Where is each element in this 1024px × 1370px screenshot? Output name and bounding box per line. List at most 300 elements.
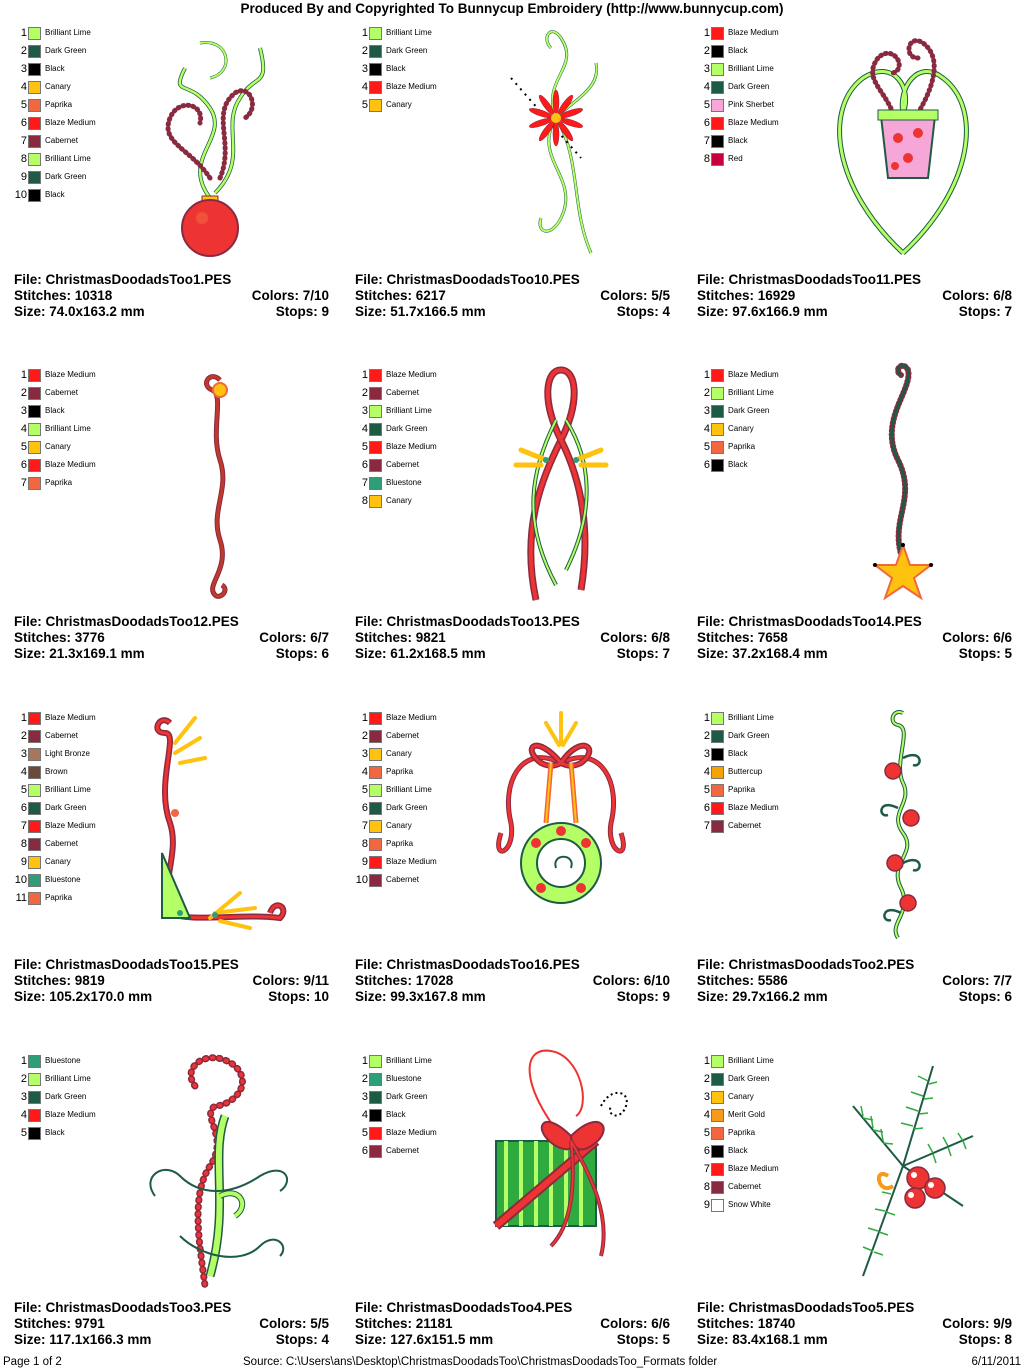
palette-entry-name: Dark Green <box>386 1092 428 1101</box>
palette-entry <box>10 727 96 745</box>
stitches-line <box>355 288 670 304</box>
palette-entry-name: Dark Green <box>728 1074 770 1083</box>
palette-entry-number: 3 <box>20 748 27 760</box>
color-palette <box>351 24 437 114</box>
file-line <box>355 1300 670 1316</box>
color-swatch <box>28 63 41 76</box>
palette-entry-name: Dark Green <box>728 82 770 91</box>
color-swatch <box>369 369 382 382</box>
palette-entry-name: Dark Green <box>386 803 428 812</box>
palette-entry <box>351 835 437 853</box>
palette-entry-number: 6 <box>20 117 27 129</box>
size-line <box>697 1332 1012 1348</box>
stitches-value: 6217 <box>415 288 446 303</box>
design-card <box>0 14 341 357</box>
color-swatch <box>711 784 724 797</box>
palette-entry-name: Blaze Medium <box>728 118 779 127</box>
color-swatch <box>369 45 382 58</box>
size-line <box>14 646 329 662</box>
design-card <box>341 699 682 1042</box>
palette-entry-number: 9 <box>703 1199 710 1211</box>
stops-value: 7 <box>662 646 670 661</box>
color-swatch <box>711 45 724 58</box>
color-swatch <box>28 712 41 725</box>
palette-entry <box>693 1160 779 1178</box>
color-swatch <box>369 712 382 725</box>
palette-entry <box>351 799 437 817</box>
palette-entry <box>351 492 437 510</box>
palette-entry-number: 3 <box>20 405 27 417</box>
palette-entry-name: Cabernet <box>386 388 419 397</box>
size-value: 105.2x170.0 mm <box>49 989 153 1004</box>
palette-entry-number: 2 <box>703 730 710 742</box>
color-swatch <box>711 81 724 94</box>
file-name: ChristmasDoodadsToo4.PES <box>386 1300 573 1315</box>
colors-value: 6/7 <box>310 630 329 645</box>
palette-entry-number: 5 <box>20 441 27 453</box>
palette-entry-number: 5 <box>703 99 710 111</box>
stitches-line <box>697 288 1012 304</box>
page-footer <box>0 1354 1024 1370</box>
palette-entry-number: 5 <box>361 441 368 453</box>
palette-entry-name: Pink Sherbet <box>728 100 774 109</box>
palette-entry <box>693 1070 779 1088</box>
palette-entry-name: Brilliant Lime <box>386 28 432 37</box>
stitches-line <box>14 630 329 646</box>
color-swatch <box>711 802 724 815</box>
stitches-label: Stitches: <box>697 288 758 303</box>
palette-entry <box>351 456 437 474</box>
palette-entry-number: 4 <box>361 423 368 435</box>
palette-entry-name: Brilliant Lime <box>45 785 91 794</box>
palette-entry <box>10 1070 96 1088</box>
palette-entry <box>351 853 437 871</box>
palette-entry <box>693 1196 779 1214</box>
palette-entry-number: 1 <box>703 1055 710 1067</box>
palette-entry-number: 3 <box>20 1091 27 1103</box>
palette-entry-number: 5 <box>20 784 27 796</box>
palette-entry <box>10 709 96 727</box>
color-swatch <box>369 423 382 436</box>
palette-entry-number: 5 <box>703 1127 710 1139</box>
stitches-value: 9791 <box>74 1316 105 1331</box>
palette-entry-number: 9 <box>20 171 27 183</box>
file-line <box>355 272 670 288</box>
palette-entry-name: Brilliant Lime <box>45 154 91 163</box>
palette-entry-name: Bluestone <box>45 1056 81 1065</box>
stitches-label: Stitches: <box>355 973 416 988</box>
palette-entry <box>693 745 779 763</box>
palette-entry-number: 1 <box>20 1055 27 1067</box>
file-name: ChristmasDoodadsToo15.PES <box>45 957 239 972</box>
file-line <box>697 1300 1012 1316</box>
colors-label: Colors: <box>942 1316 994 1331</box>
palette-entry-number: 8 <box>703 1181 710 1193</box>
palette-entry-name: Black <box>45 406 65 415</box>
color-swatch <box>711 369 724 382</box>
palette-entry-name: Brilliant Lime <box>728 388 774 397</box>
palette-entry-name: Dark Green <box>45 1092 87 1101</box>
file-label: File: <box>14 614 46 629</box>
color-swatch <box>28 153 41 166</box>
design-preview-image <box>823 703 983 948</box>
stops-value: 9 <box>321 304 329 319</box>
stitches-label: Stitches: <box>697 973 758 988</box>
palette-entry <box>693 60 779 78</box>
colors-label: Colors: <box>600 1316 652 1331</box>
stitches-line <box>355 1316 670 1332</box>
palette-entry <box>693 727 779 745</box>
file-label: File: <box>697 614 729 629</box>
colors-value: 6/6 <box>651 1316 670 1331</box>
color-swatch <box>28 135 41 148</box>
palette-entry-number: 1 <box>20 712 27 724</box>
file-label: File: <box>355 957 387 972</box>
palette-entry <box>351 96 437 114</box>
palette-entry <box>10 384 96 402</box>
palette-entry-number: 7 <box>20 820 27 832</box>
palette-entry-number: 5 <box>20 99 27 111</box>
footer-page-number: Page 1 of 2 <box>3 1356 62 1368</box>
palette-entry-number: 6 <box>703 1145 710 1157</box>
palette-entry <box>10 1052 96 1070</box>
color-palette <box>10 366 96 492</box>
palette-entry-name: Blaze Medium <box>386 857 437 866</box>
palette-entry-name: Black <box>728 749 748 758</box>
palette-entry <box>351 420 437 438</box>
palette-entry-name: Brilliant Lime <box>386 785 432 794</box>
palette-entry-number: 6 <box>361 459 368 471</box>
palette-entry <box>351 60 437 78</box>
palette-entry-name: Black <box>386 64 406 73</box>
palette-entry <box>351 1088 437 1106</box>
palette-entry-number: 5 <box>361 784 368 796</box>
palette-entry <box>10 96 96 114</box>
stitches-line <box>14 1316 329 1332</box>
palette-entry-number: 1 <box>361 27 368 39</box>
size-value: 74.0x163.2 mm <box>49 304 145 319</box>
file-name: ChristmasDoodadsToo13.PES <box>386 614 580 629</box>
color-swatch <box>711 1199 724 1212</box>
color-swatch <box>28 387 41 400</box>
palette-entry-name: Canary <box>386 496 412 505</box>
colors-value: 9/11 <box>303 973 329 988</box>
palette-entry-name: Bluestone <box>386 478 422 487</box>
palette-entry-number: 10 <box>14 874 27 886</box>
color-swatch <box>28 477 41 490</box>
palette-entry-number: 6 <box>703 459 710 471</box>
palette-entry <box>693 1178 779 1196</box>
palette-entry <box>10 474 96 492</box>
palette-entry-number: 1 <box>20 27 27 39</box>
file-line <box>355 957 670 973</box>
palette-entry-name: Brilliant Lime <box>728 64 774 73</box>
colors-value: 7/7 <box>993 973 1012 988</box>
stitches-line <box>697 1316 1012 1332</box>
design-preview-image <box>823 1046 983 1291</box>
palette-entry-number: 7 <box>361 477 368 489</box>
palette-entry-number: 2 <box>20 45 27 57</box>
palette-entry-name: Blaze Medium <box>45 370 96 379</box>
palette-entry <box>693 150 779 168</box>
palette-entry-number: 5 <box>20 1127 27 1139</box>
color-swatch <box>711 1109 724 1122</box>
color-swatch <box>711 748 724 761</box>
colors-value: 6/8 <box>993 288 1012 303</box>
palette-entry <box>10 889 96 907</box>
color-swatch <box>369 63 382 76</box>
palette-entry <box>693 96 779 114</box>
palette-entry <box>351 1124 437 1142</box>
stitches-label: Stitches: <box>355 288 416 303</box>
design-card <box>0 1042 341 1370</box>
palette-entry-number: 6 <box>20 459 27 471</box>
palette-entry-name: Black <box>728 136 748 145</box>
palette-entry-name: Bluestone <box>45 875 81 884</box>
palette-entry <box>351 727 437 745</box>
file-name: ChristmasDoodadsToo14.PES <box>728 614 922 629</box>
color-swatch <box>28 81 41 94</box>
palette-entry-number: 6 <box>20 802 27 814</box>
palette-entry-number: 2 <box>20 387 27 399</box>
stops-value: 6 <box>1004 989 1012 1004</box>
stitches-label: Stitches: <box>697 630 758 645</box>
design-preview-image <box>481 360 641 605</box>
file-label: File: <box>697 1300 729 1315</box>
stops-value: 5 <box>1004 646 1012 661</box>
palette-entry <box>693 799 779 817</box>
color-swatch <box>711 441 724 454</box>
palette-entry <box>693 114 779 132</box>
palette-entry-name: Paprika <box>386 767 414 776</box>
color-swatch <box>369 874 382 887</box>
color-swatch <box>369 1127 382 1140</box>
stitches-line <box>355 630 670 646</box>
palette-entry <box>693 438 779 456</box>
palette-entry-number: 6 <box>703 802 710 814</box>
palette-entry-number: 4 <box>361 1109 368 1121</box>
stitches-value: 18740 <box>757 1316 796 1331</box>
palette-entry <box>351 24 437 42</box>
stops-label: Stops: <box>958 304 1005 319</box>
design-card <box>0 699 341 1042</box>
stops-label: Stops: <box>616 304 663 319</box>
color-swatch <box>369 459 382 472</box>
color-palette <box>10 1052 96 1142</box>
color-swatch <box>711 135 724 148</box>
file-label: File: <box>697 957 729 972</box>
stitches-value: 10318 <box>74 288 113 303</box>
palette-entry-number: 6 <box>361 1145 368 1157</box>
stitches-value: 9821 <box>415 630 446 645</box>
size-label: Size: <box>697 989 733 1004</box>
palette-entry-name: Black <box>728 1146 748 1155</box>
palette-entry <box>10 420 96 438</box>
palette-entry-number: 3 <box>361 405 368 417</box>
stops-value: 4 <box>662 304 670 319</box>
color-palette <box>10 24 96 204</box>
color-swatch <box>369 495 382 508</box>
stops-label: Stops: <box>958 646 1005 661</box>
palette-entry <box>10 1088 96 1106</box>
color-swatch <box>711 27 724 40</box>
stitches-line <box>697 973 1012 989</box>
color-swatch <box>28 459 41 472</box>
palette-entry-number: 4 <box>703 766 710 778</box>
palette-entry-number: 7 <box>361 820 368 832</box>
stops-label: Stops: <box>275 304 322 319</box>
palette-entry-name: Blaze Medium <box>386 370 437 379</box>
colors-label: Colors: <box>259 1316 311 1331</box>
stops-value: 7 <box>1004 304 1012 319</box>
palette-entry-name: Blaze Medium <box>386 442 437 451</box>
color-swatch <box>28 838 41 851</box>
size-value: 83.4x168.1 mm <box>732 1332 828 1347</box>
palette-entry-name: Dark Green <box>386 46 428 55</box>
palette-entry <box>351 709 437 727</box>
palette-entry-name: Black <box>45 64 65 73</box>
file-label: File: <box>355 1300 387 1315</box>
palette-entry <box>10 799 96 817</box>
color-swatch <box>28 99 41 112</box>
stops-label: Stops: <box>958 1332 1005 1347</box>
palette-entry <box>693 781 779 799</box>
color-swatch <box>711 1091 724 1104</box>
design-info <box>14 957 329 1005</box>
design-card <box>683 1042 1024 1370</box>
design-info <box>355 272 670 320</box>
color-swatch <box>369 441 382 454</box>
palette-entry-number: 5 <box>703 441 710 453</box>
color-palette <box>693 1052 779 1214</box>
palette-entry-name: Black <box>45 1128 65 1137</box>
design-info <box>355 1300 670 1348</box>
palette-entry <box>693 78 779 96</box>
palette-entry-number: 4 <box>20 1109 27 1121</box>
colors-value: 6/6 <box>993 630 1012 645</box>
colors-value: 5/5 <box>310 1316 329 1331</box>
design-info <box>14 1300 329 1348</box>
color-swatch <box>28 27 41 40</box>
file-name: ChristmasDoodadsToo3.PES <box>45 1300 232 1315</box>
size-value: 127.6x151.5 mm <box>390 1332 494 1347</box>
size-label: Size: <box>14 1332 50 1347</box>
palette-entry <box>10 1124 96 1142</box>
palette-entry <box>693 817 779 835</box>
palette-entry-number: 2 <box>361 387 368 399</box>
size-line <box>697 646 1012 662</box>
color-swatch <box>369 1091 382 1104</box>
palette-entry-name: Bluestone <box>386 1074 422 1083</box>
design-card <box>341 1042 682 1370</box>
file-name: ChristmasDoodadsToo12.PES <box>45 614 239 629</box>
color-swatch <box>28 189 41 202</box>
palette-entry-name: Cabernet <box>45 136 78 145</box>
color-swatch <box>28 856 41 869</box>
palette-entry-number: 7 <box>703 135 710 147</box>
palette-entry-number: 3 <box>20 63 27 75</box>
palette-entry-number: 4 <box>20 766 27 778</box>
palette-entry-number: 2 <box>703 1073 710 1085</box>
palette-entry-number: 2 <box>20 1073 27 1085</box>
palette-entry-name: Brilliant Lime <box>386 406 432 415</box>
palette-entry-name: Blaze Medium <box>728 370 779 379</box>
palette-entry-number: 4 <box>703 81 710 93</box>
stitches-value: 16929 <box>757 288 796 303</box>
file-name: ChristmasDoodadsToo16.PES <box>386 957 580 972</box>
stops-label: Stops: <box>616 646 663 661</box>
palette-entry-number: 7 <box>703 820 710 832</box>
file-name: ChristmasDoodadsToo1.PES <box>45 272 232 287</box>
design-card <box>683 356 1024 699</box>
palette-entry <box>351 78 437 96</box>
file-name: ChristmasDoodadsToo5.PES <box>728 1300 915 1315</box>
design-info <box>14 614 329 662</box>
stitches-line <box>697 630 1012 646</box>
size-line <box>355 989 670 1005</box>
palette-entry-name: Brilliant Lime <box>45 424 91 433</box>
palette-entry-number: 4 <box>703 1109 710 1121</box>
file-name: ChristmasDoodadsToo2.PES <box>728 957 915 972</box>
palette-entry-name: Brilliant Lime <box>728 1056 774 1065</box>
design-card <box>341 356 682 699</box>
size-value: 29.7x166.2 mm <box>732 989 828 1004</box>
palette-entry <box>10 24 96 42</box>
palette-entry-number: 3 <box>703 748 710 760</box>
file-label: File: <box>355 272 387 287</box>
palette-entry-number: 1 <box>361 1055 368 1067</box>
palette-entry-name: Blaze Medium <box>386 1128 437 1137</box>
color-swatch <box>28 820 41 833</box>
palette-entry-number: 9 <box>361 856 368 868</box>
design-preview-image <box>140 18 300 263</box>
colors-value: 9/9 <box>993 1316 1012 1331</box>
palette-entry-number: 3 <box>703 1091 710 1103</box>
design-preview-image <box>481 703 641 948</box>
stops-value: 6 <box>321 646 329 661</box>
palette-entry-name: Paprika <box>386 839 414 848</box>
stitches-value: 21181 <box>415 1316 453 1331</box>
colors-label: Colors: <box>592 973 644 988</box>
palette-entry <box>10 366 96 384</box>
palette-entry-number: 3 <box>361 748 368 760</box>
design-info <box>697 1300 1012 1348</box>
size-line <box>14 1332 329 1348</box>
palette-entry <box>693 1088 779 1106</box>
color-swatch <box>28 405 41 418</box>
stops-label: Stops: <box>268 989 314 1004</box>
colors-value: 5/5 <box>651 288 670 303</box>
color-swatch <box>369 784 382 797</box>
palette-entry-name: Canary <box>728 1092 754 1101</box>
palette-entry-number: 6 <box>703 117 710 129</box>
palette-entry <box>351 366 437 384</box>
color-swatch <box>28 766 41 779</box>
stitches-label: Stitches: <box>14 973 75 988</box>
size-value: 97.6x166.9 mm <box>732 304 828 319</box>
stops-label: Stops: <box>275 1332 322 1347</box>
color-swatch <box>28 1091 41 1104</box>
file-line <box>697 957 1012 973</box>
palette-entry-name: Dark Green <box>728 731 770 740</box>
color-swatch <box>28 730 41 743</box>
color-swatch <box>28 441 41 454</box>
palette-entry-name: Brilliant Lime <box>45 1074 91 1083</box>
palette-entry-name: Blaze Medium <box>45 1110 96 1119</box>
palette-entry <box>10 114 96 132</box>
palette-entry-name: Black <box>728 46 748 55</box>
color-swatch <box>369 748 382 761</box>
